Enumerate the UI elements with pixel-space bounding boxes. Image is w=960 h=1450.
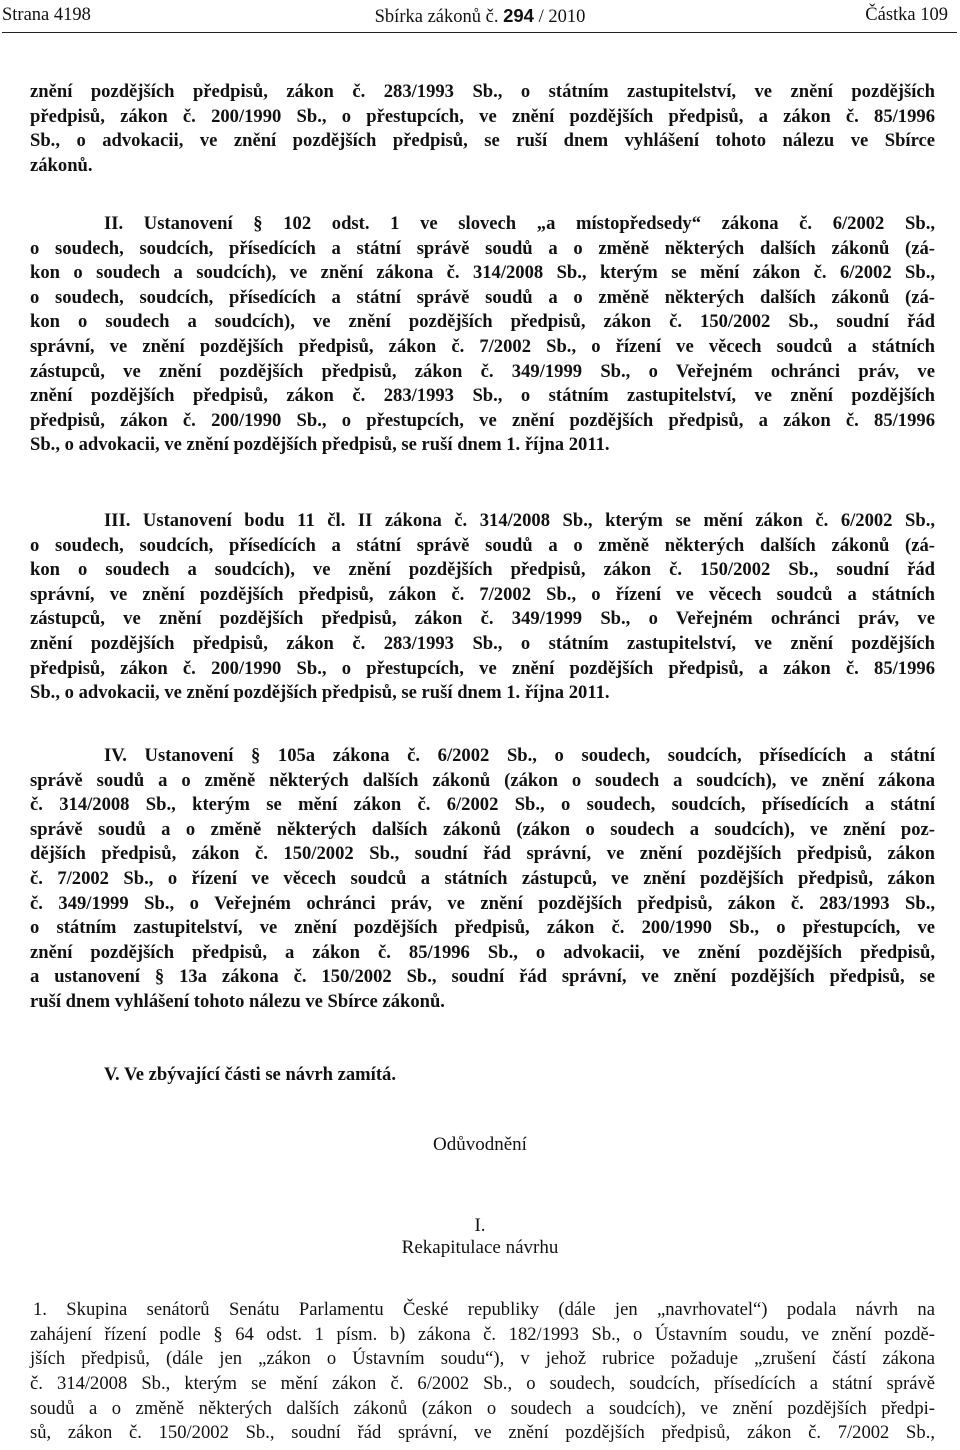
text-line: ruší dnem vyhlášení tohoto nálezu ve Sbírce zákonů. [30,990,445,1012]
text-line: znění pozdějších předpisů, zákon č. 283/1993 Sb., o státním zastupitelství, ve znění pozdějších [30,385,935,407]
text-line: zástupců, ve znění pozdějších předpisů, zákon č. 349/1999 Sb., o Veřejném ochránci práv, ve [30,360,935,382]
part-number: Částka 109 [865,5,948,25]
section-heading-line: III. Ustanovení bodu 11 čl. II zákona č. 314/2008 Sb., kterým se mění zákon č. 6/2002 Sb., [104,510,935,531]
text-line: správní, ve znění pozdějších předpisů, zákon č. 7/2002 Sb., o řízení ve věcech soudců a státních [30,335,935,357]
text-line: správní, ve znění pozdějších předpisů, zákon č. 7/2002 Sb., o řízení ve věcech soudců a státních [30,583,935,605]
section-V: V. Ve zbývající části se návrh zamítá. [104,1064,396,1085]
collection-title [0,5,960,28]
text-line: kon o soudech a soudcích), ve znění pozdějších předpisů, zákon č. 150/2002 Sb., soudní řád [30,559,935,581]
part-number-heading: I. [474,1215,486,1236]
intro-paragraph [30,80,935,178]
text-line: č. 314/2008 Sb., kterým se mění zákon č. 6/2002 Sb., o soudech, soudcích, přísedících a státní [30,794,935,816]
text-line: o soudech, soudcích, přísedících a státní správě soudů a o změně některých dalších zákonů (zá- [30,534,935,556]
text-line: Sb., o advokacii, ve znění pozdějších předpisů, se ruší dnem 1. října 2011. [30,682,610,704]
collection-year: / 2010 [538,7,586,27]
text-line: Sb., o advokacii, ve znění pozdějších předpisů, se ruší dnem vyhlášení tohoto nálezu ve Sbírce [30,130,935,152]
text-line: jších předpisů, (dále jen „zákon o Ústavním soudu“), v jehož rubrice požaduje „zrušení částí zákona [30,1348,935,1370]
section-II [30,212,935,458]
section-heading-line: IV. Ustanovení § 105a zákona č. 6/2002 Sb., o soudech, soudcích, přísedících a státní [104,745,935,766]
text-line: dějších předpisů, zákon č. 150/2002 Sb., soudní řád správní, ve znění pozdějších předpisů, zákon [30,843,935,865]
header-rule [2,32,957,33]
page-header [0,0,960,30]
text-line: č. 349/1999 Sb., o Veřejném ochránci práv, ve znění pozdějších předpisů, zákon č. 283/1993 Sb., [30,892,935,914]
collection-prefix: Sbírka zákonů č. [374,7,499,27]
section-heading-line: II. Ustanovení § 102 odst. 1 ve slovech „a místopředsedy“ zákona č. 6/2002 Sb., [104,213,935,234]
text-line: znění pozdějších předpisů, a zákon č. 85/1996 Sb., o advokacii, ve znění pozdějších předpisů, [30,941,935,963]
section-III [30,509,935,706]
text-line: správě soudů a o změně některých dalších zákonů (zákon o soudech a soudcích), ve znění poz- [30,818,935,840]
reasoning-heading: Odůvodnění [433,1134,527,1155]
paragraph-1 [30,1298,935,1446]
text-line: předpisů, zákon č. 200/1990 Sb., o přestupcích, ve znění pozdějších předpisů, a zákon č. 85/1996 [30,409,935,431]
text-line: znění pozdějších předpisů, zákon č. 283/1993 Sb., o státním zastupitelství, ve znění pozdějších [30,81,935,102]
text-line: znění pozdějších předpisů, zákon č. 283/1993 Sb., o státním zastupitelství, ve znění pozdějších [30,632,935,654]
text-line: č. 314/2008 Sb., kterým se mění zákon č. 6/2002 Sb., o soudech, soudcích, přísedících a státní správě [30,1373,935,1395]
text-line: zástupců, ve znění pozdějších předpisů, zákon č. 349/1999 Sb., o Veřejném ochránci práv, ve [30,608,935,630]
text-line: soudů a o změně některých dalších zákonů (zákon o soudech a soudcích), ve znění pozdějších předpi- [30,1397,935,1419]
text-line: č. 7/2002 Sb., o řízení ve věcech soudců a státních zástupců, ve znění pozdějších předpisů, zákon [30,867,935,889]
text-line: o soudech, soudcích, přísedících a státní správě soudů a o změně některých dalších zákonů (zá- [30,237,935,259]
text-line: a ustanovení § 13a zákona č. 150/2002 Sb., soudní řád správní, ve znění pozdějších předpisů, se [30,966,935,988]
text-line: Sb., o advokacii, ve znění pozdějších předpisů, se ruší dnem 1. října 2011. [30,434,610,456]
text-line: předpisů, zákon č. 200/1990 Sb., o přestupcích, ve znění pozdějších předpisů, a zákon č. 85/1996 [30,105,935,127]
collection-number: 294 [503,5,534,26]
text-line: o soudech, soudcích, přísedících a státní správě soudů a o změně některých dalších zákonů (zá- [30,286,935,308]
part-title-heading: Rekapitulace návrhu [401,1237,559,1258]
text-line: zahájení řízení podle § 64 odst. 1 písm. b) zákona č. 182/1993 Sb., o Ústavním soudu, ve znění pozdě- [30,1323,935,1345]
text-line: zákonů. [30,154,93,176]
page-number: Strana 4198 [2,5,91,25]
text-line: kon o soudech a soudcích), ve znění pozdějších předpisů, zákon č. 150/2002 Sb., soudní řád [30,311,935,333]
text-line: sů, zákon č. 150/2002 Sb., soudní řád správní, ve znění pozdějších předpisů, zákon č. 7/2002 Sb., [30,1422,935,1444]
text-line: kon o soudech a soudcích), ve znění zákona č. 314/2008 Sb., kterým se mění zákon č. 6/2002 Sb., [30,262,935,284]
text-line: správě soudů a o změně některých dalších zákonů (zákon o soudech a soudcích), ve znění zákona [30,769,935,791]
text-line: o státním zastupitelství, ve znění pozdějších předpisů, zákon č. 200/1990 Sb., o přestupcích, ve [30,917,935,939]
text-line: 1. Skupina senátorů Senátu Parlamentu České republiky (dále jen „navrhovatel“) podala návrh na [33,1299,935,1320]
text-line: předpisů, zákon č. 200/1990 Sb., o přestupcích, ve znění pozdějších předpisů, a zákon č. 85/1996 [30,657,935,679]
section-IV [30,744,935,1015]
